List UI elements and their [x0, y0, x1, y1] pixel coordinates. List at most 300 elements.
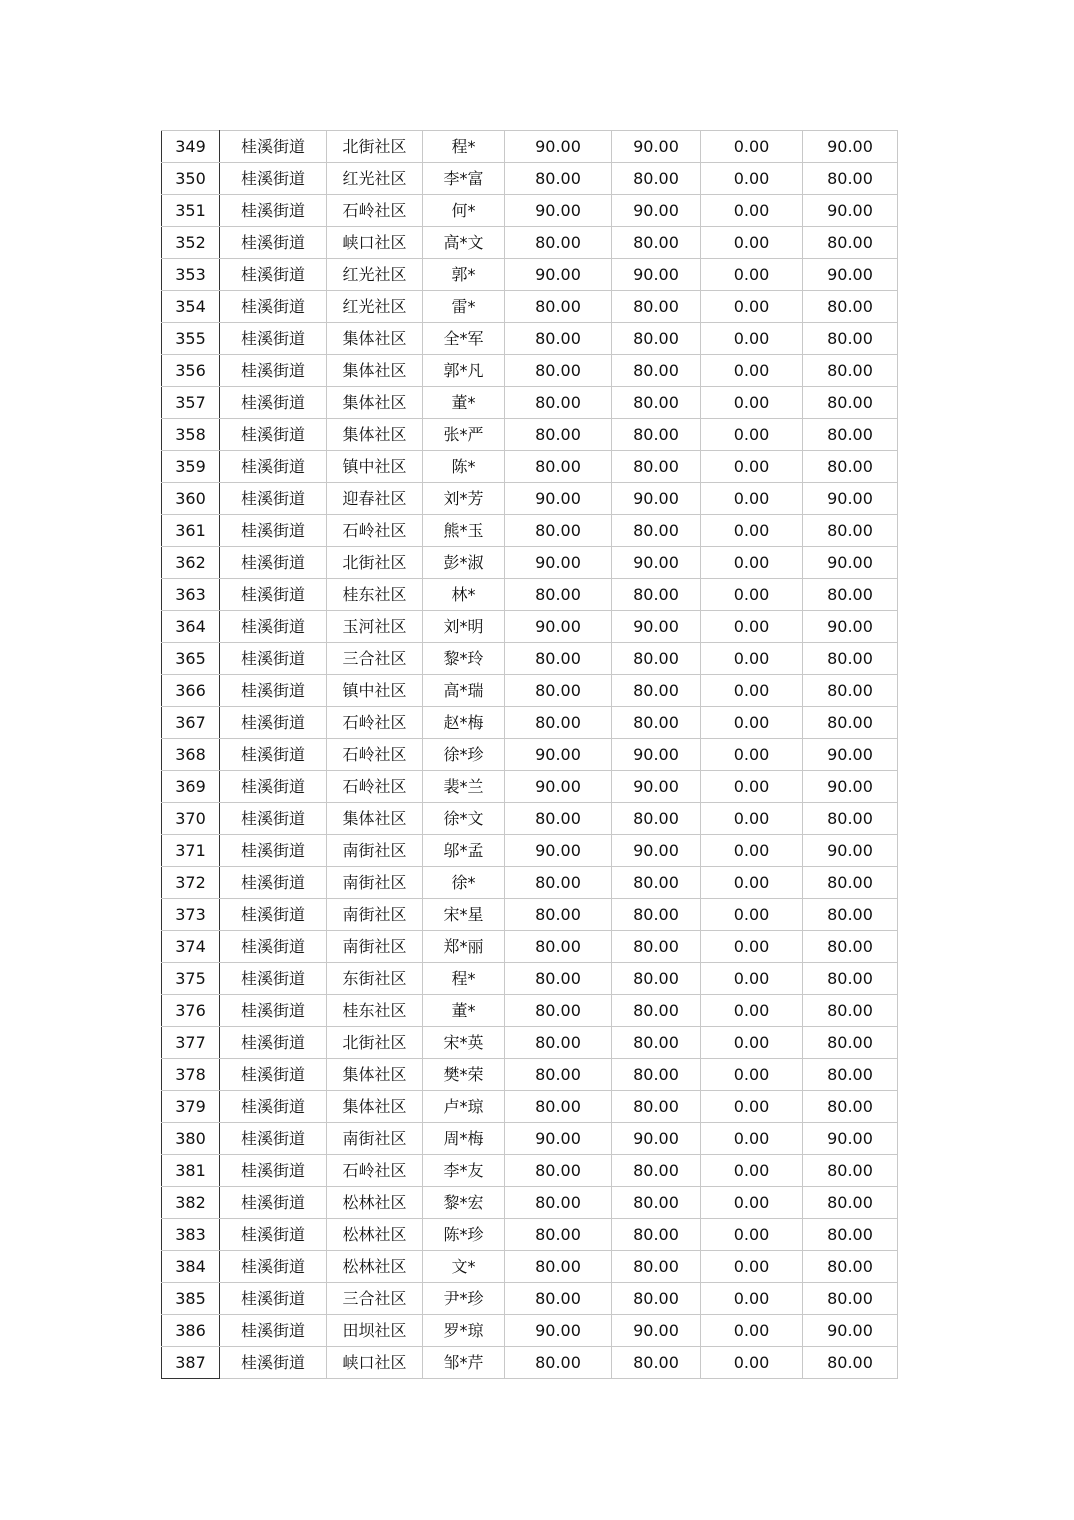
- cell-amount-a: 80.00: [505, 1091, 612, 1123]
- records-table-body: [162, 131, 898, 1379]
- cell-community: 石岭社区: [327, 707, 423, 739]
- cell-community: 南街社区: [327, 835, 423, 867]
- cell-street: 桂溪街道: [220, 1315, 327, 1347]
- cell-name: 刘*芳: [423, 483, 505, 515]
- table-row: [162, 931, 898, 963]
- cell-amount-a: 80.00: [505, 1059, 612, 1091]
- cell-amount-c: 0.00: [701, 995, 803, 1027]
- cell-name: 郑*丽: [423, 931, 505, 963]
- cell-amount-a: 80.00: [505, 931, 612, 963]
- cell-community: 迎春社区: [327, 483, 423, 515]
- cell-amount-c: 0.00: [701, 835, 803, 867]
- cell-community: 石岭社区: [327, 1155, 423, 1187]
- table-row: [162, 1219, 898, 1251]
- cell-name: 罗*琼: [423, 1315, 505, 1347]
- cell-street: 桂溪街道: [220, 355, 327, 387]
- cell-amount-b: 80.00: [612, 227, 701, 259]
- cell-amount-a: 90.00: [505, 739, 612, 771]
- cell-street: 桂溪街道: [220, 227, 327, 259]
- cell-street: 桂溪街道: [220, 963, 327, 995]
- cell-amount-a: 80.00: [505, 355, 612, 387]
- cell-amount-total: 80.00: [803, 1027, 898, 1059]
- cell-amount-c: 0.00: [701, 963, 803, 995]
- cell-amount-total: 80.00: [803, 867, 898, 899]
- cell-community: 南街社区: [327, 899, 423, 931]
- cell-amount-b: 80.00: [612, 707, 701, 739]
- cell-amount-c: 0.00: [701, 579, 803, 611]
- cell-community: 峡口社区: [327, 1347, 423, 1379]
- cell-amount-a: 80.00: [505, 995, 612, 1027]
- cell-amount-total: 90.00: [803, 835, 898, 867]
- cell-street: 桂溪街道: [220, 1251, 327, 1283]
- cell-amount-a: 90.00: [505, 195, 612, 227]
- cell-community: 南街社区: [327, 867, 423, 899]
- cell-name: 黎*玲: [423, 643, 505, 675]
- cell-name: 李*友: [423, 1155, 505, 1187]
- cell-street: 桂溪街道: [220, 387, 327, 419]
- cell-name: 邬*孟: [423, 835, 505, 867]
- cell-amount-b: 90.00: [612, 483, 701, 515]
- cell-amount-a: 80.00: [505, 515, 612, 547]
- cell-name: 程*: [423, 131, 505, 163]
- cell-street: 桂溪街道: [220, 1347, 327, 1379]
- cell-community: 田坝社区: [327, 1315, 423, 1347]
- cell-community: 松林社区: [327, 1219, 423, 1251]
- table-row: [162, 835, 898, 867]
- cell-street: 桂溪街道: [220, 483, 327, 515]
- cell-row-number: 364: [162, 611, 220, 643]
- cell-row-number: 356: [162, 355, 220, 387]
- cell-row-number: 368: [162, 739, 220, 771]
- cell-name: 徐*文: [423, 803, 505, 835]
- cell-amount-c: 0.00: [701, 1283, 803, 1315]
- cell-amount-c: 0.00: [701, 291, 803, 323]
- cell-row-number: 384: [162, 1251, 220, 1283]
- cell-amount-a: 90.00: [505, 259, 612, 291]
- cell-amount-total: 80.00: [803, 1187, 898, 1219]
- cell-amount-c: 0.00: [701, 355, 803, 387]
- cell-amount-c: 0.00: [701, 611, 803, 643]
- cell-street: 桂溪街道: [220, 739, 327, 771]
- cell-name: 赵*梅: [423, 707, 505, 739]
- cell-amount-total: 90.00: [803, 547, 898, 579]
- table-row: [162, 131, 898, 163]
- cell-amount-total: 80.00: [803, 1283, 898, 1315]
- cell-community: 镇中社区: [327, 451, 423, 483]
- table-row: [162, 259, 898, 291]
- cell-amount-a: 80.00: [505, 579, 612, 611]
- cell-amount-b: 90.00: [612, 195, 701, 227]
- cell-amount-a: 90.00: [505, 131, 612, 163]
- cell-street: 桂溪街道: [220, 995, 327, 1027]
- table-row: [162, 451, 898, 483]
- cell-street: 桂溪街道: [220, 931, 327, 963]
- table-row: [162, 323, 898, 355]
- cell-amount-total: 90.00: [803, 771, 898, 803]
- cell-row-number: 358: [162, 419, 220, 451]
- cell-amount-c: 0.00: [701, 1315, 803, 1347]
- cell-row-number: 378: [162, 1059, 220, 1091]
- cell-street: 桂溪街道: [220, 867, 327, 899]
- cell-amount-a: 80.00: [505, 1187, 612, 1219]
- cell-row-number: 369: [162, 771, 220, 803]
- cell-amount-total: 90.00: [803, 195, 898, 227]
- cell-row-number: 377: [162, 1027, 220, 1059]
- cell-amount-c: 0.00: [701, 643, 803, 675]
- table-row: [162, 1091, 898, 1123]
- cell-amount-c: 0.00: [701, 323, 803, 355]
- cell-row-number: 361: [162, 515, 220, 547]
- cell-amount-b: 80.00: [612, 1219, 701, 1251]
- cell-street: 桂溪街道: [220, 579, 327, 611]
- cell-amount-c: 0.00: [701, 803, 803, 835]
- cell-amount-c: 0.00: [701, 1155, 803, 1187]
- cell-community: 桂东社区: [327, 579, 423, 611]
- cell-amount-b: 80.00: [612, 1347, 701, 1379]
- cell-row-number: 372: [162, 867, 220, 899]
- cell-amount-total: 80.00: [803, 675, 898, 707]
- cell-row-number: 362: [162, 547, 220, 579]
- cell-amount-a: 80.00: [505, 1027, 612, 1059]
- cell-amount-a: 80.00: [505, 707, 612, 739]
- table-row: [162, 1123, 898, 1155]
- cell-row-number: 366: [162, 675, 220, 707]
- cell-street: 桂溪街道: [220, 899, 327, 931]
- cell-amount-total: 80.00: [803, 707, 898, 739]
- cell-name: 董*: [423, 387, 505, 419]
- cell-community: 集体社区: [327, 323, 423, 355]
- cell-community: 东街社区: [327, 963, 423, 995]
- cell-community: 南街社区: [327, 1123, 423, 1155]
- cell-amount-total: 90.00: [803, 131, 898, 163]
- cell-amount-c: 0.00: [701, 1219, 803, 1251]
- cell-amount-total: 80.00: [803, 1219, 898, 1251]
- cell-name: 徐*: [423, 867, 505, 899]
- cell-community: 集体社区: [327, 387, 423, 419]
- cell-amount-a: 80.00: [505, 899, 612, 931]
- cell-amount-b: 90.00: [612, 835, 701, 867]
- cell-amount-b: 90.00: [612, 611, 701, 643]
- cell-amount-total: 90.00: [803, 739, 898, 771]
- cell-name: 周*梅: [423, 1123, 505, 1155]
- cell-name: 熊*玉: [423, 515, 505, 547]
- table-row: [162, 1187, 898, 1219]
- cell-row-number: 370: [162, 803, 220, 835]
- cell-amount-a: 80.00: [505, 387, 612, 419]
- cell-name: 李*富: [423, 163, 505, 195]
- cell-row-number: 374: [162, 931, 220, 963]
- cell-amount-total: 80.00: [803, 931, 898, 963]
- cell-amount-c: 0.00: [701, 451, 803, 483]
- data-sheet: [161, 130, 898, 1379]
- cell-amount-b: 80.00: [612, 323, 701, 355]
- cell-community: 石岭社区: [327, 515, 423, 547]
- cell-community: 石岭社区: [327, 771, 423, 803]
- cell-amount-a: 80.00: [505, 643, 612, 675]
- cell-community: 集体社区: [327, 355, 423, 387]
- cell-row-number: 376: [162, 995, 220, 1027]
- cell-row-number: 385: [162, 1283, 220, 1315]
- table-row: [162, 1283, 898, 1315]
- cell-amount-b: 80.00: [612, 515, 701, 547]
- table-row: [162, 707, 898, 739]
- cell-row-number: 365: [162, 643, 220, 675]
- cell-amount-b: 90.00: [612, 259, 701, 291]
- cell-row-number: 386: [162, 1315, 220, 1347]
- table-row: [162, 291, 898, 323]
- cell-street: 桂溪街道: [220, 1123, 327, 1155]
- cell-amount-total: 80.00: [803, 323, 898, 355]
- cell-amount-c: 0.00: [701, 1187, 803, 1219]
- cell-amount-total: 80.00: [803, 1059, 898, 1091]
- cell-name: 尹*珍: [423, 1283, 505, 1315]
- cell-amount-c: 0.00: [701, 675, 803, 707]
- cell-row-number: 355: [162, 323, 220, 355]
- table-row: [162, 739, 898, 771]
- cell-amount-b: 80.00: [612, 995, 701, 1027]
- cell-name: 何*: [423, 195, 505, 227]
- cell-name: 雷*: [423, 291, 505, 323]
- cell-amount-b: 90.00: [612, 1123, 701, 1155]
- cell-row-number: 354: [162, 291, 220, 323]
- cell-amount-c: 0.00: [701, 771, 803, 803]
- cell-amount-total: 80.00: [803, 803, 898, 835]
- cell-amount-a: 90.00: [505, 771, 612, 803]
- cell-amount-b: 80.00: [612, 355, 701, 387]
- cell-amount-b: 80.00: [612, 1027, 701, 1059]
- cell-name: 裴*兰: [423, 771, 505, 803]
- cell-amount-a: 80.00: [505, 1155, 612, 1187]
- cell-amount-b: 90.00: [612, 131, 701, 163]
- cell-community: 集体社区: [327, 1091, 423, 1123]
- cell-amount-b: 80.00: [612, 1283, 701, 1315]
- cell-name: 邹*芹: [423, 1347, 505, 1379]
- table-row: [162, 355, 898, 387]
- table-row: [162, 547, 898, 579]
- cell-amount-total: 90.00: [803, 1315, 898, 1347]
- cell-amount-c: 0.00: [701, 739, 803, 771]
- cell-name: 郭*凡: [423, 355, 505, 387]
- cell-row-number: 371: [162, 835, 220, 867]
- table-row: [162, 1315, 898, 1347]
- cell-amount-a: 80.00: [505, 227, 612, 259]
- cell-street: 桂溪街道: [220, 1187, 327, 1219]
- cell-community: 集体社区: [327, 803, 423, 835]
- cell-community: 桂东社区: [327, 995, 423, 1027]
- cell-name: 宋*英: [423, 1027, 505, 1059]
- cell-row-number: 350: [162, 163, 220, 195]
- cell-amount-total: 90.00: [803, 259, 898, 291]
- table-row: [162, 227, 898, 259]
- cell-amount-c: 0.00: [701, 419, 803, 451]
- cell-row-number: 381: [162, 1155, 220, 1187]
- cell-community: 玉河社区: [327, 611, 423, 643]
- cell-amount-a: 90.00: [505, 835, 612, 867]
- cell-name: 郭*: [423, 259, 505, 291]
- cell-amount-total: 80.00: [803, 227, 898, 259]
- cell-name: 高*瑞: [423, 675, 505, 707]
- cell-name: 董*: [423, 995, 505, 1027]
- cell-row-number: 380: [162, 1123, 220, 1155]
- cell-name: 林*: [423, 579, 505, 611]
- cell-street: 桂溪街道: [220, 643, 327, 675]
- cell-street: 桂溪街道: [220, 131, 327, 163]
- cell-amount-c: 0.00: [701, 131, 803, 163]
- cell-row-number: 373: [162, 899, 220, 931]
- cell-amount-b: 80.00: [612, 643, 701, 675]
- cell-amount-b: 90.00: [612, 739, 701, 771]
- cell-amount-b: 80.00: [612, 675, 701, 707]
- cell-street: 桂溪街道: [220, 419, 327, 451]
- cell-amount-b: 80.00: [612, 387, 701, 419]
- table-row: [162, 675, 898, 707]
- cell-amount-c: 0.00: [701, 195, 803, 227]
- cell-amount-a: 80.00: [505, 451, 612, 483]
- table-row: [162, 1251, 898, 1283]
- cell-amount-c: 0.00: [701, 259, 803, 291]
- cell-amount-a: 80.00: [505, 1347, 612, 1379]
- cell-community: 石岭社区: [327, 195, 423, 227]
- table-row: [162, 963, 898, 995]
- table-row: [162, 419, 898, 451]
- cell-amount-total: 80.00: [803, 419, 898, 451]
- cell-community: 北街社区: [327, 1027, 423, 1059]
- cell-name: 张*严: [423, 419, 505, 451]
- cell-name: 全*军: [423, 323, 505, 355]
- cell-amount-c: 0.00: [701, 1027, 803, 1059]
- cell-row-number: 353: [162, 259, 220, 291]
- cell-amount-a: 90.00: [505, 483, 612, 515]
- cell-amount-c: 0.00: [701, 515, 803, 547]
- cell-amount-a: 80.00: [505, 1251, 612, 1283]
- cell-amount-b: 80.00: [612, 867, 701, 899]
- cell-amount-c: 0.00: [701, 227, 803, 259]
- table-row: [162, 579, 898, 611]
- cell-amount-c: 0.00: [701, 163, 803, 195]
- table-row: [162, 1027, 898, 1059]
- table-row: [162, 643, 898, 675]
- table-row: [162, 995, 898, 1027]
- cell-community: 镇中社区: [327, 675, 423, 707]
- cell-amount-total: 80.00: [803, 899, 898, 931]
- cell-amount-c: 0.00: [701, 899, 803, 931]
- cell-row-number: 357: [162, 387, 220, 419]
- cell-amount-c: 0.00: [701, 867, 803, 899]
- cell-amount-total: 80.00: [803, 579, 898, 611]
- cell-amount-total: 90.00: [803, 1123, 898, 1155]
- cell-name: 卢*琼: [423, 1091, 505, 1123]
- cell-row-number: 379: [162, 1091, 220, 1123]
- cell-name: 彭*淑: [423, 547, 505, 579]
- cell-street: 桂溪街道: [220, 547, 327, 579]
- cell-amount-b: 80.00: [612, 1187, 701, 1219]
- cell-street: 桂溪街道: [220, 707, 327, 739]
- cell-street: 桂溪街道: [220, 611, 327, 643]
- cell-name: 高*文: [423, 227, 505, 259]
- cell-amount-a: 80.00: [505, 419, 612, 451]
- cell-amount-c: 0.00: [701, 1251, 803, 1283]
- table-row: [162, 387, 898, 419]
- table-row: [162, 483, 898, 515]
- cell-community: 红光社区: [327, 291, 423, 323]
- cell-amount-b: 80.00: [612, 1059, 701, 1091]
- cell-amount-a: 80.00: [505, 803, 612, 835]
- cell-amount-c: 0.00: [701, 707, 803, 739]
- cell-amount-a: 90.00: [505, 547, 612, 579]
- cell-amount-a: 80.00: [505, 1283, 612, 1315]
- cell-street: 桂溪街道: [220, 1219, 327, 1251]
- cell-amount-b: 80.00: [612, 1091, 701, 1123]
- cell-name: 文*: [423, 1251, 505, 1283]
- cell-street: 桂溪街道: [220, 259, 327, 291]
- cell-amount-total: 80.00: [803, 387, 898, 419]
- cell-amount-c: 0.00: [701, 931, 803, 963]
- cell-name: 樊*荣: [423, 1059, 505, 1091]
- cell-street: 桂溪街道: [220, 291, 327, 323]
- cell-community: 南街社区: [327, 931, 423, 963]
- cell-street: 桂溪街道: [220, 771, 327, 803]
- table-row: [162, 771, 898, 803]
- cell-amount-c: 0.00: [701, 1347, 803, 1379]
- cell-row-number: 367: [162, 707, 220, 739]
- cell-row-number: 349: [162, 131, 220, 163]
- cell-street: 桂溪街道: [220, 1155, 327, 1187]
- cell-name: 陈*珍: [423, 1219, 505, 1251]
- cell-name: 陈*: [423, 451, 505, 483]
- cell-street: 桂溪街道: [220, 451, 327, 483]
- cell-amount-b: 80.00: [612, 1155, 701, 1187]
- cell-amount-b: 80.00: [612, 419, 701, 451]
- cell-community: 峡口社区: [327, 227, 423, 259]
- table-row: [162, 803, 898, 835]
- cell-amount-b: 80.00: [612, 163, 701, 195]
- cell-street: 桂溪街道: [220, 1283, 327, 1315]
- cell-amount-total: 80.00: [803, 451, 898, 483]
- cell-amount-b: 80.00: [612, 803, 701, 835]
- cell-amount-c: 0.00: [701, 483, 803, 515]
- cell-amount-c: 0.00: [701, 1059, 803, 1091]
- cell-amount-b: 90.00: [612, 1315, 701, 1347]
- cell-street: 桂溪街道: [220, 803, 327, 835]
- cell-street: 桂溪街道: [220, 195, 327, 227]
- cell-amount-c: 0.00: [701, 1091, 803, 1123]
- cell-amount-total: 80.00: [803, 163, 898, 195]
- cell-amount-total: 80.00: [803, 1347, 898, 1379]
- table-row: [162, 1155, 898, 1187]
- cell-community: 松林社区: [327, 1251, 423, 1283]
- cell-name: 徐*珍: [423, 739, 505, 771]
- cell-community: 集体社区: [327, 419, 423, 451]
- cell-community: 北街社区: [327, 547, 423, 579]
- cell-community: 三合社区: [327, 643, 423, 675]
- cell-row-number: 360: [162, 483, 220, 515]
- table-row: [162, 611, 898, 643]
- table-row: [162, 163, 898, 195]
- cell-community: 三合社区: [327, 1283, 423, 1315]
- cell-amount-total: 80.00: [803, 355, 898, 387]
- cell-amount-b: 80.00: [612, 963, 701, 995]
- cell-amount-a: 80.00: [505, 323, 612, 355]
- cell-amount-a: 80.00: [505, 675, 612, 707]
- cell-amount-total: 90.00: [803, 611, 898, 643]
- table-row: [162, 1347, 898, 1379]
- cell-name: 程*: [423, 963, 505, 995]
- table-row: [162, 867, 898, 899]
- cell-amount-b: 90.00: [612, 771, 701, 803]
- cell-name: 刘*明: [423, 611, 505, 643]
- cell-street: 桂溪街道: [220, 1091, 327, 1123]
- cell-row-number: 387: [162, 1347, 220, 1379]
